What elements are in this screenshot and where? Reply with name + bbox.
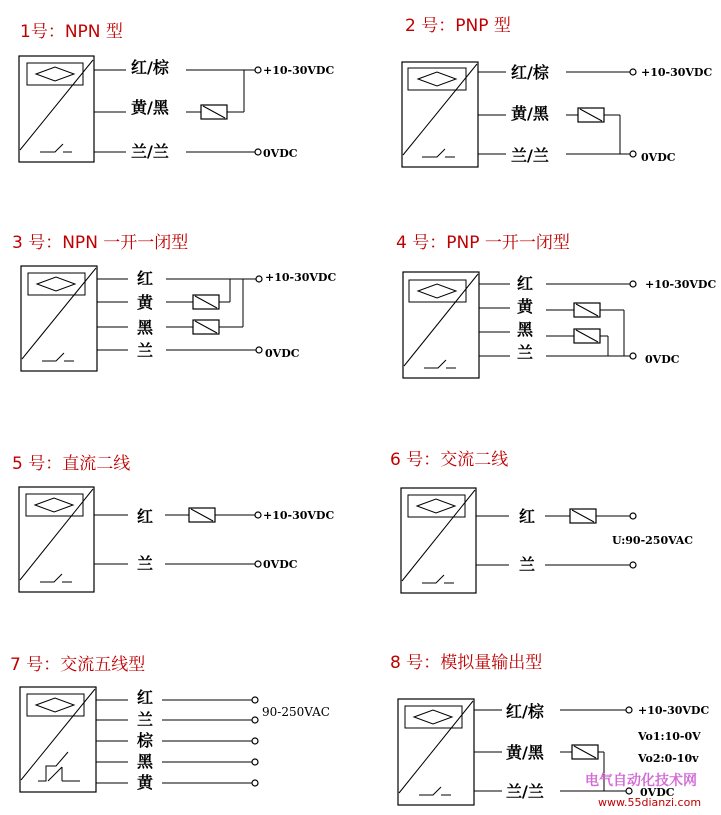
diagram-1-title: 1号：NPN 型 <box>20 22 123 42</box>
diagram-3-wire-label-2: 黄 <box>137 293 154 312</box>
diagram-8-wire-label-2: 黄/黑 <box>506 743 544 762</box>
watermark-site-name: 电气自动化技术网 <box>585 773 697 789</box>
diagram-4-wiring <box>479 281 636 359</box>
diagram-1-sensor-icon <box>19 56 94 162</box>
diagram-2-voltage-positive: +10-30VDC <box>641 66 713 79</box>
diagram-1-wire-label-1: 红/棕 <box>131 58 169 77</box>
diagram-7-wire-label-2: 兰 <box>137 710 154 729</box>
diagram-8-output-1: Vo1:10-0V <box>638 730 701 743</box>
diagram-7-wire-label-4: 黑 <box>137 752 154 771</box>
diagram-5-title: 5 号：直流二线 <box>12 454 131 474</box>
diagram-6-title: 6 号：交流二线 <box>390 450 509 470</box>
diagram-3-wire-label-1: 红 <box>137 269 154 288</box>
diagram-4-pnp-no-nc <box>396 233 716 378</box>
diagram-4-wire-label-4: 兰 <box>517 343 534 362</box>
diagram-4-sensor-icon <box>403 272 479 378</box>
diagram-2-pnp <box>402 16 712 167</box>
diagram-8-wire-label-1: 红/棕 <box>506 702 544 721</box>
diagram-3-npn-no-nc <box>12 233 336 371</box>
diagram-3-sensor-icon <box>21 266 97 371</box>
diagram-8-title: 8 号：模拟量输出型 <box>390 653 543 673</box>
diagram-4-wire-label-1: 红 <box>517 274 534 293</box>
diagram-7-wire-label-5: 黄 <box>137 773 154 792</box>
diagram-1-voltage-positive: +10-30VDC <box>263 64 335 77</box>
diagram-4-wire-label-2: 黄 <box>517 297 534 316</box>
diagram-4-wire-label-3: 黑 <box>517 320 534 339</box>
diagram-2-sensor-icon <box>402 62 478 167</box>
diagram-1-wire-label-3: 兰/兰 <box>131 142 169 161</box>
diagram-2-voltage-zero: 0VDC <box>641 151 676 164</box>
diagram-5-wire-label-1: 红 <box>137 507 154 526</box>
diagram-6-wire-label-2: 兰 <box>519 555 536 574</box>
diagram-2-title: 2 号：PNP 型 <box>405 16 511 36</box>
diagram-1-npn <box>19 22 334 162</box>
diagram-3-voltage-positive: +10-30VDC <box>265 271 337 284</box>
diagram-1-wiring <box>94 67 261 155</box>
diagram-3-wire-label-3: 黑 <box>137 318 154 337</box>
diagram-5-voltage-positive: +10-30VDC <box>263 509 335 522</box>
diagram-5-voltage-zero: 0VDC <box>263 558 298 571</box>
diagram-4-voltage-zero: 0VDC <box>645 353 680 366</box>
diagram-3-wire-label-4: 兰 <box>137 341 154 360</box>
diagram-8-wire-label-3: 兰/兰 <box>506 782 544 801</box>
diagram-2-wire-label-1: 红/棕 <box>511 63 549 82</box>
diagram-2-wire-label-2: 黄/黑 <box>511 104 549 123</box>
diagram-6-voltage: U:90-250VAC <box>612 534 694 547</box>
diagram-1-wire-label-2: 黄/黑 <box>131 98 169 117</box>
diagram-6-sensor-icon <box>401 488 476 593</box>
watermark-site-url: www.55dianzi.com <box>598 796 702 809</box>
diagram-7-ac-five-wire <box>10 655 330 792</box>
diagram-8-sensor-icon <box>398 699 474 805</box>
diagram-7-wire-label-3: 棕 <box>137 731 154 750</box>
diagram-5-wiring <box>94 508 261 567</box>
diagram-4-title: 4 号：PNP 一开一闭型 <box>396 233 570 253</box>
diagram-8-voltage-positive: +10-30VDC <box>638 704 710 717</box>
diagram-6-wire-label-1: 红 <box>519 507 536 526</box>
diagram-2-wiring <box>478 69 636 157</box>
diagram-7-sensor-icon <box>20 687 96 792</box>
diagram-7-voltage: 90-250VAC <box>262 705 330 719</box>
diagram-1-voltage-zero: 0VDC <box>263 147 298 160</box>
diagram-6-ac-two-wire <box>390 450 693 593</box>
diagram-7-wiring <box>96 697 258 786</box>
diagram-5-dc-two-wire <box>12 454 334 592</box>
diagram-8-voltage-zero: 0VDC <box>640 786 675 799</box>
diagram-3-wiring <box>97 276 262 353</box>
diagram-5-wire-label-2: 兰 <box>137 554 154 573</box>
diagram-4-voltage-positive: +10-30VDC <box>645 278 717 291</box>
diagram-2-wire-label-3: 兰/兰 <box>511 146 549 165</box>
diagram-5-sensor-icon <box>19 487 94 592</box>
diagram-3-title: 3 号：NPN 一开一闭型 <box>12 233 189 253</box>
diagram-3-voltage-zero: 0VDC <box>265 347 300 360</box>
diagram-7-wire-label-1: 红 <box>137 688 154 707</box>
diagram-8-output-2: Vo2:0-10v <box>638 752 699 765</box>
diagram-7-title: 7 号：交流五线型 <box>10 655 146 675</box>
